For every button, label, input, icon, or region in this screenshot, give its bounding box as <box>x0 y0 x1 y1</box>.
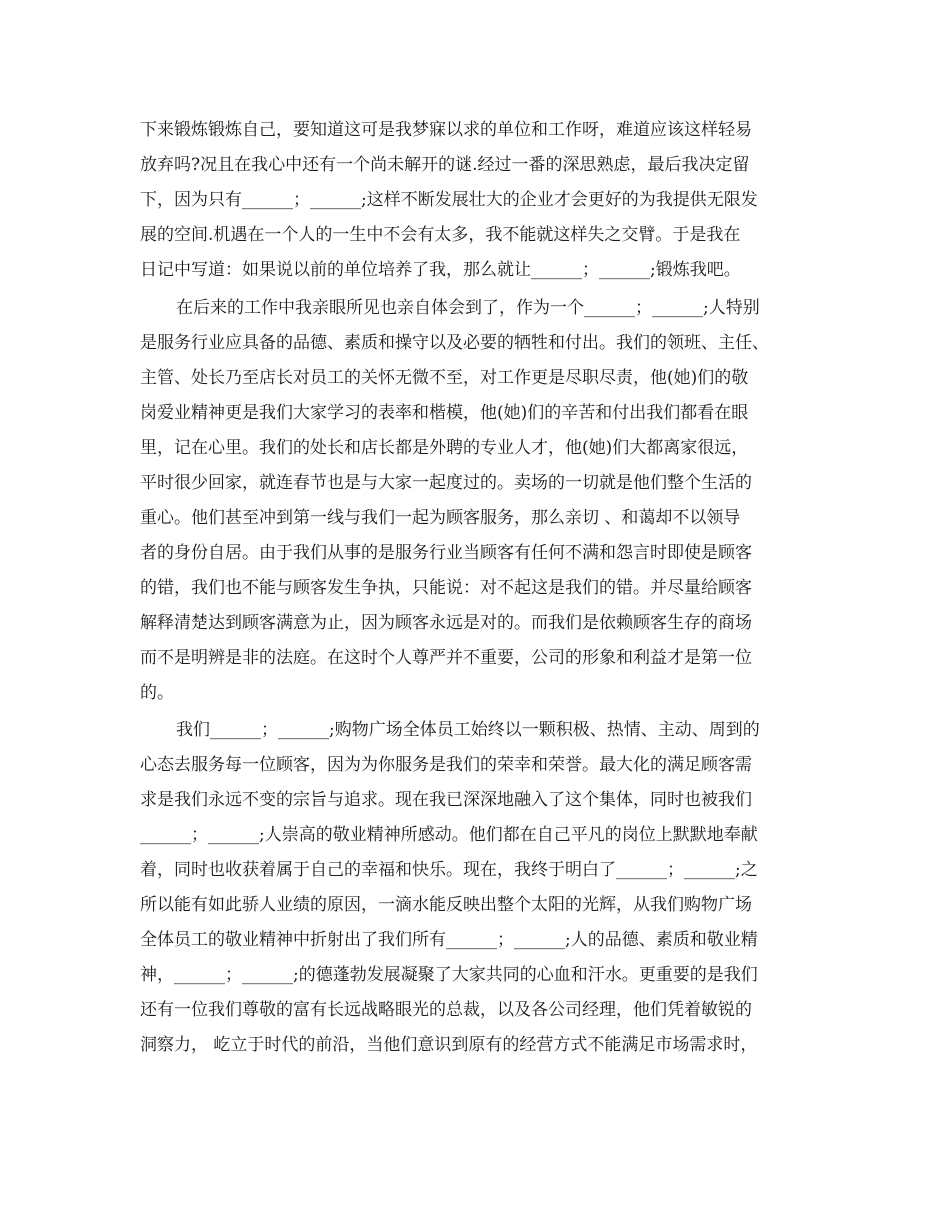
text-line: 的。 <box>140 683 174 703</box>
text-line: 全体员工的敬业精神中折射出了我们所有______；______;人的品德、素质和敬业精 <box>140 930 758 950</box>
text-line: 心态去服务每一位顾客，因为为你服务是我们的荣幸和荣誉。最大化的满足顾客需 <box>140 755 752 775</box>
text-line: 神，______；______;的德蓬勃发展凝聚了大家共同的心血和汗水。更重要的是我们 <box>140 965 758 985</box>
text-line: 者的身份自居。由于我们从事的是服务行业当顾客有任何不满和怨言时即使是顾客 <box>140 543 752 563</box>
text-line: 洞察力， 屹立于时代的前沿，当他们意识到原有的经营方式不能满足市场需求时， <box>140 1035 758 1055</box>
text-line: 所以能有如此骄人业绩的原因，一滴水能反映出整个太阳的光辉，从我们购物广场 <box>140 895 752 915</box>
text-line: 重心。他们甚至冲到第一线与我们一起为顾客服务，那么亲切 、和蔼却不以领导 <box>140 508 741 528</box>
text-line: 日记中写道：如果说以前的单位培养了我，那么就让______；______;锻炼我吧。 <box>140 260 741 280</box>
text-line: 解释清楚达到顾客满意为止，因为顾客永远是对的。而我们是依赖顾客生存的商场 <box>140 613 752 633</box>
text-line: 着，同时也收获着属于自己的幸福和快乐。现在，我终于明白了______；______;之 <box>140 860 758 880</box>
paragraph-first-line: 在后来的工作中我亲眼所见也亲自体会到了，作为一个______；______;人特别 <box>176 298 760 318</box>
text-line: 展的空间.机遇在一个人的一生中不会有太多，我不能就这样失之交臂。于是我在 <box>140 225 741 245</box>
text-line: 求是我们永远不变的宗旨与追求。现在我已深深地融入了这个集体，同时也被我们 <box>140 790 752 810</box>
text-line: 里，记在心里。我们的处长和店长都是外聘的专业人才，他(她)们大都离家很远， <box>140 438 749 458</box>
text-line: 下来锻炼锻炼自己，要知道这可是我梦寐以求的单位和工作呀，难道应该这样轻易 <box>140 120 752 140</box>
text-line: 主管、处长乃至店长对员工的关怀无微不至，对工作更是尽职尽责，他(她)们的敬 <box>140 368 749 388</box>
text-line: 的错，我们也不能与顾客发生争执，只能说：对不起这是我们的错。并尽量给顾客 <box>140 578 752 598</box>
text-line: 而不是明辨是非的法庭。在这时个人尊严并不重要，公司的形象和利益才是第一位 <box>140 648 752 668</box>
text-line: 放弃吗?况且在我心中还有一个尚未解开的谜.经过一番的深思熟虑，最后我决定留 <box>140 155 750 175</box>
text-line: 平时很少回家，就连春节也是与大家一起度过的。卖场的一切就是他们整个生活的 <box>140 473 752 493</box>
paragraph-first-line: 我们______；______;购物广场全体员工始终以一颗积极、热情、主动、周到的 <box>176 720 760 740</box>
text-line: 还有一位我们尊敬的富有长远战略眼光的总裁，以及各公司经理，他们凭着敏锐的 <box>140 1000 752 1020</box>
text-line: 下，因为只有______；______;这样不断发展壮大的企业才会更好的为我提供无限发 <box>140 190 758 210</box>
text-line: 岗爱业精神更是我们大家学习的表率和楷模，他(她)们的辛苦和付出我们都看在眼 <box>140 403 749 423</box>
text-line: 是服务行业应具备的品德、素质和操守以及必要的牺牲和付出。我们的领班、主任、 <box>140 333 769 353</box>
text-line: ______；______;人崇高的敬业精神所感动。他们都在自己平凡的岗位上默默地奉献 <box>140 825 758 845</box>
